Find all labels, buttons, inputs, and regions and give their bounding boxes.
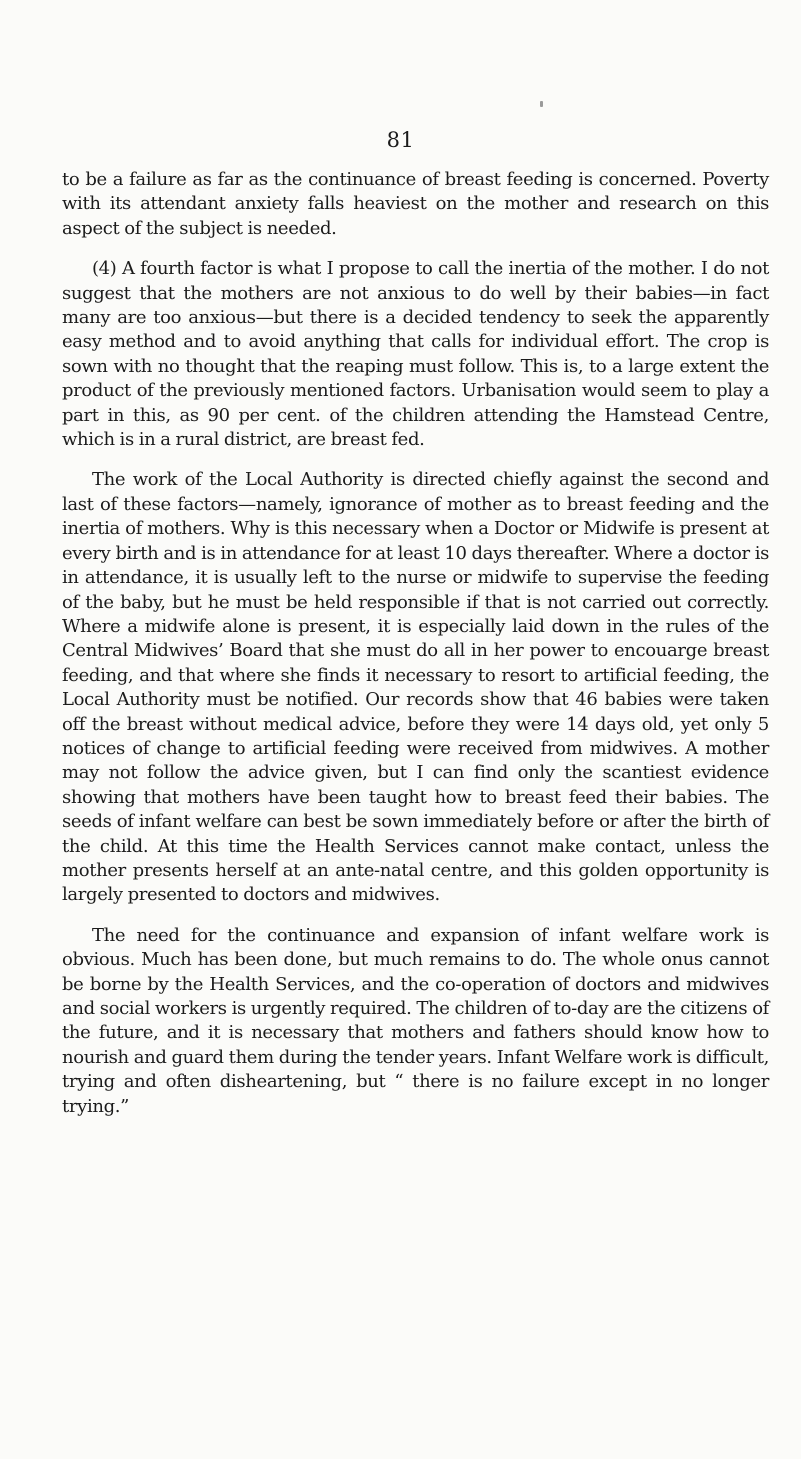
scan-speck bbox=[540, 101, 543, 107]
body-text bbox=[62, 168, 769, 1119]
paragraph-continuation: to be a failure as far as the continuance of breast feeding is concerned. Poverty with its attendant anxiety falls heaviest on the mother and research on this aspect of the subject is needed. bbox=[62, 169, 769, 239]
paragraph-infant-welfare: The need for the continuance and expansion of infant welfare work is obvious. Much has been done, but much remains to do. The whole onus cannot be borne by the Health Services, and the co-operation of doctors and midwives and social workers is urgently required. The children of to-day are the citizens of the future, and it is necessary that mothers and fathers should know how to nourish and guard them during the tender years. Infant Welfare work is difficult, trying and often disheartening, but “ there is no failure except in no longer trying.” bbox=[62, 924, 769, 1117]
paragraph-fourth-factor: (4) A fourth factor is what I propose to call the inertia of the mother. I do not suggest that the mothers are not anxious to do well by their babies—in fact many are too anxious—but there is a decided tendency to seek the apparently easy method and to avoid anything that calls for individual effort. The crop is sown with no thought that the reaping must follow. This is, to a large extent the product of the previously mentioned factors. Urbanisation would seem to play a part in this, as 90 per cent. of the children attending the Hamstead Centre, which is in a rural district, are breast fed. bbox=[62, 258, 769, 451]
page-number: 81 bbox=[386, 128, 415, 152]
paragraph-local-authority: The work of the Local Authority is directed chiefly against the second and last of these factors—namely, ignorance of mother as to breast feeding and the inertia of mothers. Why is this necessary when a Doctor or Midwife is present at every birth and is in attendance for at least 10 days thereafter. Where a doctor is in attendance, it is usually left to the nurse or midwife to supervise the feeding of the baby, but he must be held responsible if that is not carried out correctly. Where a midwife alone is present, it is especially laid down in the rules of the Central Midwives’ Board that she must do all in her power to encouarge breast feeding, and that where she finds it necessary to resort to artificial feeding, the Local Authority must be notified. Our records show that 46 babies were taken off the breast without medical advice, before they were 14 days old, yet only 5 notices of change to artificial feeding were received from midwives. A mother may not follow the advice given, but I can find only the scantiest evidence showing that mothers have been taught how to breast feed their babies. The seeds of infant welfare can best be sown immediately before or after the birth of the child. At this time the Health Services cannot make contact, unless the mother presents herself at an ante-natal centre, and this golden opportunity is largely presented to doctors and midwives. bbox=[62, 469, 769, 906]
